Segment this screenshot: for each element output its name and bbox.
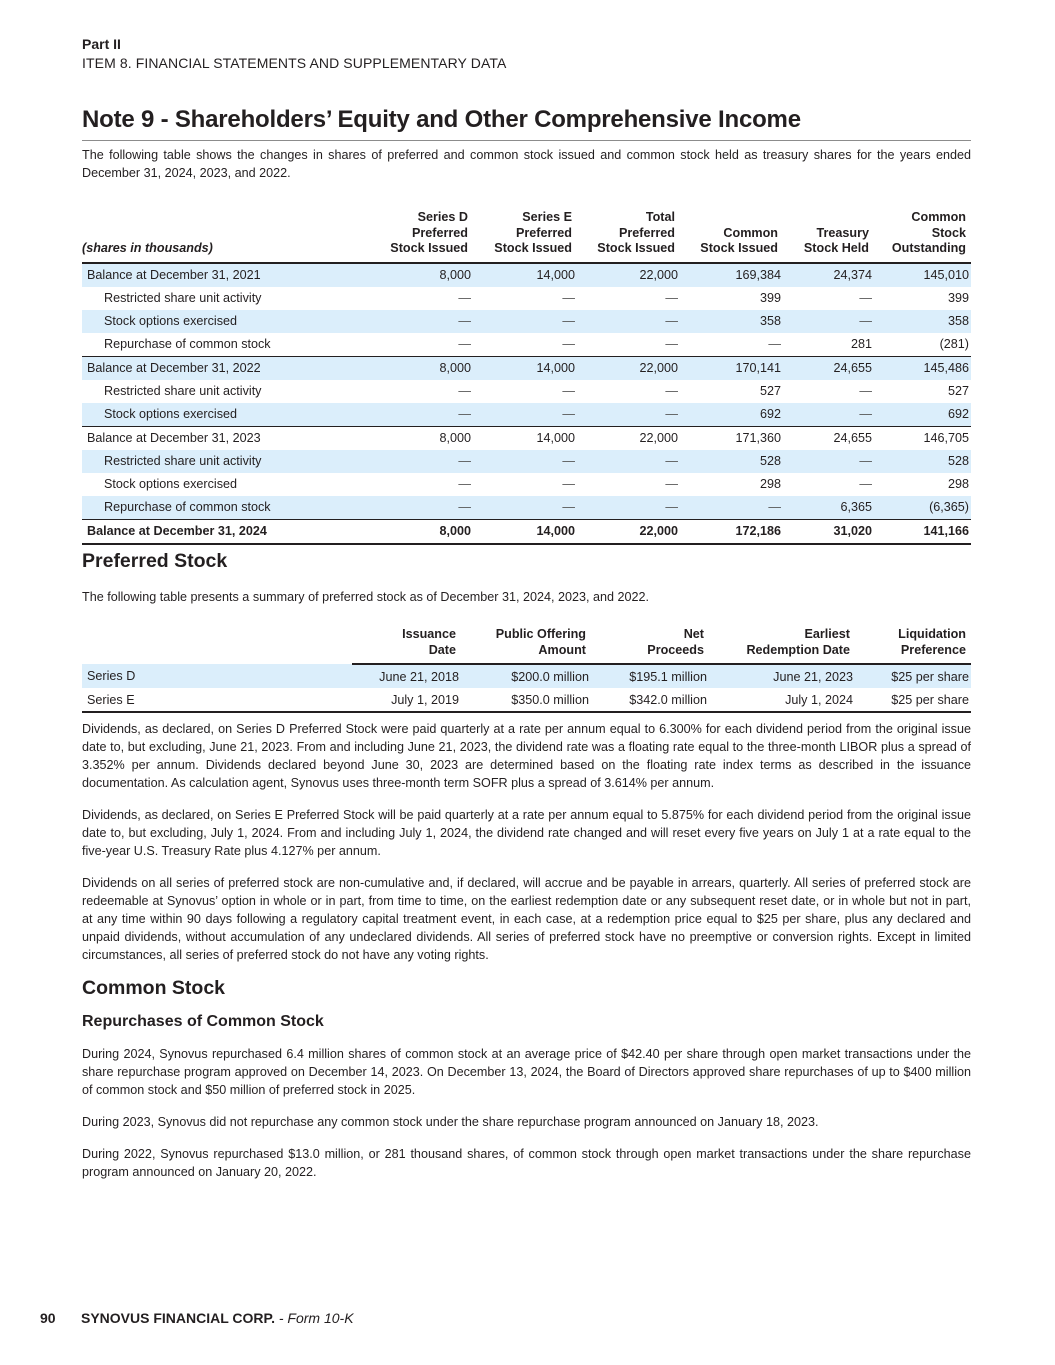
cell-value: —: [665, 384, 678, 398]
activity-row: [82, 450, 971, 473]
row-label: Balance at December 31, 2022: [82, 356, 377, 380]
note-title: Note 9 - Shareholders’ Equity and Other Comprehensive Income: [82, 106, 971, 141]
col-header: Total Preferred Stock Issued: [597, 210, 675, 255]
cell-value: 281: [850, 337, 872, 351]
preferred-table-header: [82, 626, 971, 664]
cell-value: 527: [759, 384, 781, 398]
row-label: Balance at December 31, 2023: [82, 426, 377, 450]
cell-value: 14,000: [473, 426, 577, 450]
cell-value: —: [562, 337, 575, 351]
series-e-dividends: Dividends, as declared, on Series E Preferred Stock will be paid quarterly at a rate per annum equal to 5.875% for each dividend period from the original issue date to, but excluding, July 1, 2024. From and including July 1, 2024, the dividend rate changed and will reset every five years on July 1 at a rate equal to the five-year U.S. Treasury Rate plus 4.127% per annum.: [82, 808, 971, 858]
table-row: Series E July 1, 2019 $350.0 million $342.0 million July 1, 2024 $25 per share: [82, 688, 971, 712]
cell-value: 170,141: [680, 356, 783, 380]
shares-table-header: [82, 210, 971, 263]
cell-value: 527: [947, 384, 969, 398]
cell-value: 24,655: [783, 356, 874, 380]
cell-value: 171,360: [680, 426, 783, 450]
preferred-heading: Preferred Stock: [82, 550, 228, 572]
cell-value: 692: [680, 403, 783, 427]
row-label: Repurchase of common stock: [82, 496, 377, 520]
cell-value: —: [783, 403, 874, 427]
col-header: Earliest Redemption Date: [709, 626, 855, 664]
series-d-dividends: Dividends, as declared, on Series D Preferred Stock were paid quarterly at a rate per annum equal to 6.300% for each dividend period from the original issue date to, but excluding, June 21, 2023. From and including June 21, 2023, the dividend rate was a floating rate equal to the three-month LIBOR plus a spread of 3.352% per annum. Dividends declared beyond June 30, 2023 are determined based on the floating rate index terms as described in the issuance documentation. As calculation agent, Synovus uses three-month term SOFR plus a spread of 3.614% per annum.: [82, 722, 971, 790]
preferred-table: [82, 626, 971, 713]
cell-value: —: [859, 477, 872, 491]
cell-value: 8,000: [377, 519, 473, 544]
repurchase-2022: During 2022, Synovus repurchased $13.0 million, or 281 thousand shares, of common stock through open market transactions under the share repurchase program announced on January 20, 2022.: [82, 1147, 971, 1179]
preferred-intro: The following table presents a summary of preferred stock as of December 31, 2024, 2023, and 2022.: [82, 590, 650, 604]
repurchase-2024: During 2024, Synovus repurchased 6.4 million shares of common stock at an average price of $42.40 per share through open market transactions under the share repurchase program approved on December 14, 2023. On December 13, 2024, the Board of Directors approved share repurchases of up to $400 million of common stock and $50 million of preferred stock in 2025.: [82, 1047, 971, 1097]
row-label: Repurchase of common stock: [104, 337, 271, 351]
cell-value: 14,000: [473, 519, 577, 544]
cell-value: 358: [680, 310, 783, 333]
page-footer: [40, 1310, 354, 1326]
cell-value: —: [473, 450, 577, 473]
cell-value: —: [562, 384, 575, 398]
item-label: ITEM 8. FINANCIAL STATEMENTS AND SUPPLEMENTARY DATA: [82, 55, 507, 71]
cell-value: 169,384: [680, 263, 783, 287]
cell-value: —: [577, 450, 680, 473]
activity-row: [82, 403, 971, 427]
cell-value: 141,166: [874, 519, 971, 544]
row-label: Balance at December 31, 2024: [82, 519, 377, 544]
cell-value: —: [458, 384, 471, 398]
col-header: Treasury Stock Held: [803, 225, 869, 255]
cell-value: —: [377, 496, 473, 520]
activity-row: [82, 380, 971, 403]
cell-value: —: [665, 291, 678, 305]
cell-value: —: [562, 291, 575, 305]
cell-value: —: [783, 450, 874, 473]
cell-value: 22,000: [577, 263, 680, 287]
row-label: Restricted share unit activity: [104, 291, 262, 305]
cell-value: —: [577, 496, 680, 520]
cell-value: 24,374: [783, 263, 874, 287]
cell-value: 692: [874, 403, 971, 427]
units-label: (shares in thousands): [82, 241, 213, 255]
cell-value: 298: [947, 477, 969, 491]
page-number: 90: [40, 1310, 56, 1326]
shares-intro: The following table shows the changes in shares of preferred and common stock issued and common stock held as treasury shares for the years ended December 31, 2024, 2023, and 2022.: [82, 148, 971, 180]
dividend-terms: Dividends on all series of preferred stock are non-cumulative and, if declared, will accrue and be payable in arrears, quarterly. All series of preferred stock are redeemable at Synovus’ option in whole or in part, from time to time, on the earliest redemption date or any subsequent reset date, or in whole but not in part, at any time within 90 days following a regulatory capital treatment event, in each case, at a redemption price equal to $25 per share, plus any declared and unpaid dividends, without accumulation of any undeclared dividends. All series of preferred stock have no preemptive or conversion rights. Except in limited circumstances, all series of preferred stock do not have any voting rights.: [82, 876, 971, 962]
cell-value: 31,020: [783, 519, 874, 544]
activity-row: [82, 310, 971, 333]
shares-table: [82, 210, 971, 545]
table-row: Series D June 21, 2018 $200.0 million $195.1 million June 21, 2023 $25 per share: [82, 664, 971, 688]
cell-value: 145,486: [874, 356, 971, 380]
cell-value: —: [665, 477, 678, 491]
cell-value: —: [473, 403, 577, 427]
cell-value: 6,365: [783, 496, 874, 520]
form-label: - Form 10-K: [274, 1310, 354, 1326]
cell-value: 145,010: [874, 263, 971, 287]
col-header: Common Stock Outstanding: [891, 210, 966, 255]
row-label: Restricted share unit activity: [82, 450, 377, 473]
cell-value: —: [458, 337, 471, 351]
activity-row: [82, 496, 971, 520]
cell-value: 528: [874, 450, 971, 473]
cell-value: 358: [874, 310, 971, 333]
balance-row: [82, 356, 971, 380]
repurchases-subheading: Repurchases of Common Stock: [82, 1013, 324, 1030]
balance-row: [82, 519, 971, 544]
row-label: Restricted share unit activity: [104, 384, 262, 398]
cell-value: 14,000: [473, 356, 577, 380]
cell-value: 24,655: [783, 426, 874, 450]
activity-row: [82, 473, 971, 496]
col-header: Liquidation Preference: [855, 626, 971, 664]
cell-value: 399: [759, 291, 781, 305]
cell-value: —: [577, 403, 680, 427]
part-label: Part II: [82, 36, 121, 52]
cell-value: 399: [947, 291, 969, 305]
cell-value: —: [783, 310, 874, 333]
cell-value: 8,000: [377, 263, 473, 287]
col-header: Issuance Date: [352, 626, 461, 664]
cell-value: —: [577, 310, 680, 333]
cell-value: —: [665, 337, 678, 351]
cell-value: 8,000: [377, 426, 473, 450]
cell-value: 172,186: [680, 519, 783, 544]
cell-value: —: [458, 291, 471, 305]
cell-value: 22,000: [577, 426, 680, 450]
cell-value: (6,365): [874, 496, 971, 520]
row-label: Stock options exercised: [82, 403, 377, 427]
company-name: SYNOVUS FINANCIAL CORP.: [81, 1310, 275, 1326]
cell-value: —: [859, 384, 872, 398]
cell-value: 14,000: [473, 263, 577, 287]
cell-value: 8,000: [377, 356, 473, 380]
cell-value: —: [473, 496, 577, 520]
cell-value: 22,000: [577, 519, 680, 544]
cell-value: —: [768, 337, 781, 351]
cell-value: —: [458, 477, 471, 491]
cell-value: —: [473, 310, 577, 333]
col-header: Public Offering Amount: [461, 626, 591, 664]
balance-row: [82, 263, 971, 287]
row-label: Stock options exercised: [82, 310, 377, 333]
cell-value: 298: [759, 477, 781, 491]
col-header: Net Proceeds: [591, 626, 709, 664]
common-heading: Common Stock: [82, 977, 226, 999]
col-header: Series D Preferred Stock Issued: [390, 210, 468, 255]
cell-value: —: [562, 477, 575, 491]
activity-row: [82, 333, 971, 357]
cell-value: —: [377, 310, 473, 333]
cell-value: 528: [680, 450, 783, 473]
cell-value: —: [680, 496, 783, 520]
cell-value: 22,000: [577, 356, 680, 380]
cell-value: —: [377, 403, 473, 427]
cell-value: (281): [939, 337, 969, 351]
repurchase-2023: During 2023, Synovus did not repurchase any common stock under the share repurchase program announced on January 18, 2023.: [82, 1115, 819, 1129]
cell-value: —: [859, 291, 872, 305]
row-label: Balance at December 31, 2021: [82, 263, 377, 287]
cell-value: —: [377, 450, 473, 473]
cell-value: 146,705: [874, 426, 971, 450]
row-label: Stock options exercised: [104, 477, 238, 491]
col-header: Series E Preferred Stock Issued: [494, 210, 572, 255]
col-header: Common Stock Issued: [700, 225, 778, 255]
balance-row: [82, 426, 971, 450]
activity-row: [82, 287, 971, 310]
